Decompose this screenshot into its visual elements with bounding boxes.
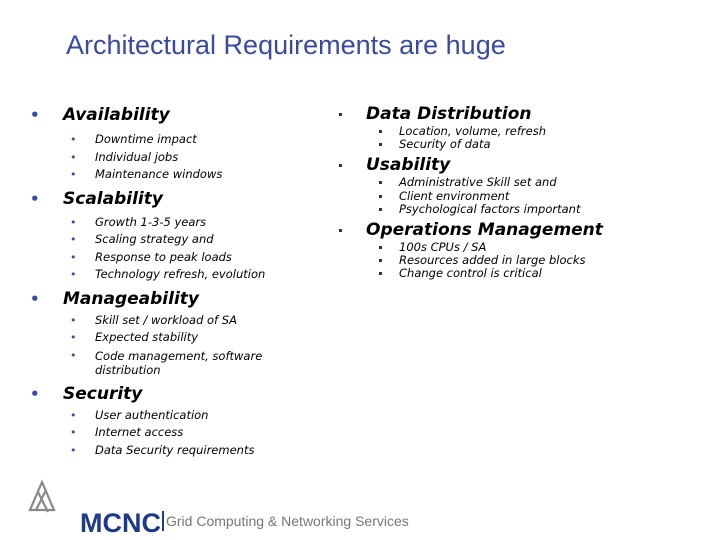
list-item: [335, 203, 705, 216]
list-item: [335, 267, 705, 280]
bullet-icon: •: [70, 331, 77, 344]
item-text: User authentication: [95, 407, 209, 422]
list-item: [30, 149, 330, 167]
list-item: [335, 125, 705, 138]
item-text: Downtime impact: [95, 132, 197, 146]
bullet-icon: •: [30, 189, 40, 208]
bullet-icon: •: [30, 384, 40, 403]
list-item: [335, 138, 705, 151]
logo-tagline: Grid Computing & Networking Services: [166, 513, 409, 529]
item-text: Individual jobs: [95, 149, 179, 164]
square-bullet-icon: [379, 246, 382, 249]
heading-label: Availability: [63, 105, 170, 125]
list-item: [30, 231, 330, 249]
list-item: [30, 424, 330, 442]
heading-security: [30, 384, 330, 404]
square-bullet-icon: [379, 130, 382, 133]
bullet-icon: •: [30, 289, 40, 308]
square-bullet-icon: [379, 143, 382, 146]
heading-data-distribution: [335, 104, 705, 124]
list-item: [30, 349, 330, 363]
square-bullet-icon: [339, 164, 342, 167]
list-item: [30, 131, 330, 149]
square-bullet-icon: [379, 259, 382, 262]
item-text: Expected stability: [95, 330, 199, 344]
bullet-icon: •: [70, 168, 77, 181]
item-text: 100s CPUs / SA: [399, 240, 487, 255]
square-bullet-icon: [339, 229, 342, 232]
mcnc-mark-icon: [28, 478, 68, 518]
item-text: Maintenance windows: [95, 167, 223, 181]
bullet-icon: •: [70, 150, 77, 164]
list-item: [30, 312, 330, 330]
item-text: Internet access: [95, 425, 184, 439]
heading-availability: [30, 105, 330, 125]
bullet-icon: •: [70, 250, 77, 264]
bullet-icon: •: [70, 215, 77, 229]
item-text: Security of data: [399, 137, 491, 152]
square-bullet-icon: [379, 195, 382, 198]
bullet-icon: •: [70, 348, 77, 362]
item-text: Scaling strategy and: [95, 232, 214, 246]
right-column: [335, 104, 705, 281]
bullet-icon: •: [70, 233, 77, 246]
heading-label: Usability: [366, 155, 451, 176]
square-bullet-icon: [379, 272, 382, 275]
list-item: [30, 329, 330, 347]
item-text: Location, volume, refresh: [399, 124, 547, 138]
list-item: [335, 176, 705, 189]
mcnc-logo: [28, 478, 409, 538]
list-item: [30, 166, 330, 184]
item-text: Technology refresh, evolution: [95, 267, 266, 281]
item-text: distribution: [95, 362, 161, 377]
heading-operations-management: [335, 220, 705, 240]
slide-title: Architectural Requirements are huge: [66, 30, 506, 60]
item-text: Client environment: [399, 188, 510, 203]
bullet-icon: •: [70, 443, 77, 457]
item-text: Administrative Skill set and: [399, 175, 557, 190]
heading-scalability: [30, 189, 330, 209]
bullet-icon: •: [70, 313, 77, 327]
logo-divider: [162, 511, 164, 531]
item-text: Change control is critical: [399, 266, 542, 281]
item-text: Growth 1-3-5 years: [95, 214, 207, 229]
bullet-icon: •: [70, 426, 77, 439]
heading-manageability: [30, 289, 330, 309]
heading-label: Scalability: [63, 188, 163, 209]
item-text: Psychological factors important: [399, 201, 581, 216]
item-text: Data Security requirements: [95, 442, 255, 457]
list-item: [30, 214, 330, 232]
list-item: [30, 266, 330, 284]
square-bullet-icon: [379, 208, 382, 211]
bullet-icon: •: [70, 408, 77, 422]
heading-label: Data Distribution: [366, 104, 532, 124]
item-text: Code management, software: [95, 348, 263, 363]
list-item: [30, 442, 330, 460]
list-item: [30, 249, 330, 267]
heading-label: Manageability: [63, 288, 199, 309]
item-text: Resources added in large blocks: [399, 253, 586, 268]
list-item-continuation: [30, 363, 330, 377]
item-text: Skill set / workload of SA: [95, 312, 237, 327]
square-bullet-icon: [379, 181, 382, 184]
bullet-icon: •: [70, 133, 77, 146]
left-column: [30, 105, 330, 459]
logo-brand: MCNC: [80, 508, 161, 538]
item-text: Response to peak loads: [95, 249, 232, 264]
list-item: [30, 407, 330, 425]
heading-label: Operations Management: [366, 220, 603, 241]
bullet-icon: •: [70, 268, 77, 281]
heading-label: Security: [63, 383, 143, 404]
heading-usability: [335, 155, 705, 175]
square-bullet-icon: [339, 113, 342, 116]
bullet-icon: •: [30, 106, 40, 124]
